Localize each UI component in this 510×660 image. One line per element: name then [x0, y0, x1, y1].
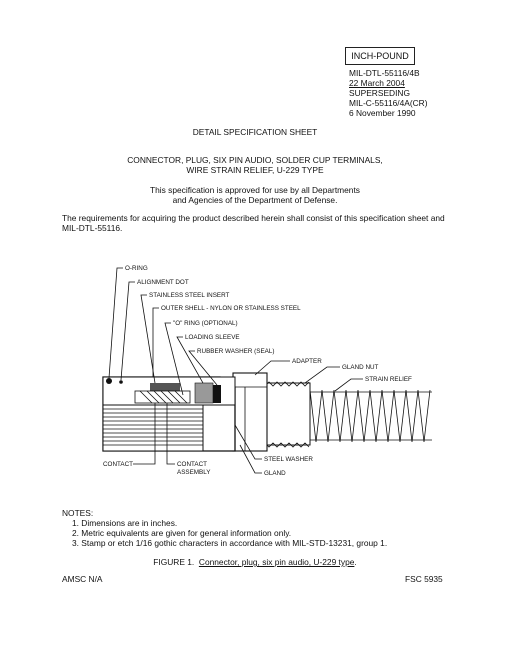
label-loading-sleeve: LOADING SLEEVE: [185, 334, 240, 341]
o-ring-mark: [106, 378, 112, 384]
sheet-title: DETAIL SPECIFICATION SHEET: [192, 127, 318, 137]
connector-title-line1: CONNECTOR, PLUG, SIX PIN AUDIO, SOLDER CUP TERMINALS,: [127, 155, 383, 165]
footer-fsc: FSC 5935: [405, 574, 443, 584]
connector-title-line2: WIRE STRAIN RELIEF, U-229 TYPE: [186, 165, 324, 175]
figure-caption: [0, 557, 510, 567]
superseding-label: SUPERSEDING: [349, 88, 410, 98]
label-rubber-washer: RUBBER WASHER (SEAL): [197, 348, 275, 355]
label-strain-relief: STRAIN RELIEF: [365, 376, 412, 383]
notes-heading: NOTES:: [62, 508, 94, 518]
doc-number: MIL-DTL-55116/4B: [349, 68, 420, 78]
note-item-2: 2. Metric equivalents are given for general information only.: [72, 528, 292, 538]
doc-date: 22 March 2004: [349, 78, 405, 88]
approval-line2: and Agencies of the Department of Defense.: [172, 195, 338, 205]
rubber-washer: [213, 385, 221, 403]
requirements-line2: MIL-DTL-55116.: [62, 223, 123, 233]
label-alignment-dot: ALIGNMENT DOT: [137, 279, 189, 286]
approval-line1: This specification is approved for use by all Departments: [150, 185, 360, 195]
footer-amsc: AMSC N/A: [62, 574, 103, 584]
label-gland: GLAND: [264, 470, 286, 477]
label-contact: CONTACT: [103, 461, 133, 468]
figure-caption-text: Connector, plug, six pin audio, U-229 type: [198, 557, 355, 567]
label-o-ring-optional: "O" RING (OPTIONAL): [173, 320, 238, 327]
label-contact-assembly-2: ASSEMBLY: [177, 469, 211, 476]
label-gland-nut: GLAND NUT: [342, 364, 379, 371]
requirements-line1: The requirements for acquiring the product described herein shall consist of this specification sheet and: [62, 213, 445, 223]
gland-nut: [265, 382, 310, 447]
label-steel-washer: STEEL WASHER: [264, 456, 313, 463]
loading-sleeve: [195, 383, 213, 403]
stainless-insert: [150, 383, 180, 391]
label-stainless-insert: STAINLESS STEEL INSERT: [149, 292, 230, 299]
note-item-3: 3. Stamp or etch 1/16 gothic characters in accordance with MIL-STD-13231, group 1.: [72, 538, 388, 548]
strain-relief-coil: [310, 390, 432, 442]
connector-diagram: [95, 255, 440, 490]
superseded-date: 6 November 1990: [349, 108, 416, 118]
label-contact-assembly-1: CONTACT: [177, 461, 207, 468]
label-adapter: ADAPTER: [292, 358, 322, 365]
label-o-ring: O-RING: [125, 265, 148, 272]
knurled-grip: [103, 405, 203, 451]
label-outer-shell: OUTER SHELL - NYLON OR STAINLESS STEEL: [161, 305, 301, 312]
superseded-doc: MIL-C-55116/4A(CR): [349, 98, 428, 108]
adapter-body: [233, 373, 267, 451]
inch-pound-box: INCH-POUND: [345, 47, 415, 65]
figure-caption-suffix: .: [354, 557, 357, 567]
alignment-dot: [119, 380, 123, 384]
figure-caption-prefix: FIGURE 1.: [153, 557, 195, 567]
note-item-1: 1. Dimensions are in inches.: [72, 518, 178, 528]
